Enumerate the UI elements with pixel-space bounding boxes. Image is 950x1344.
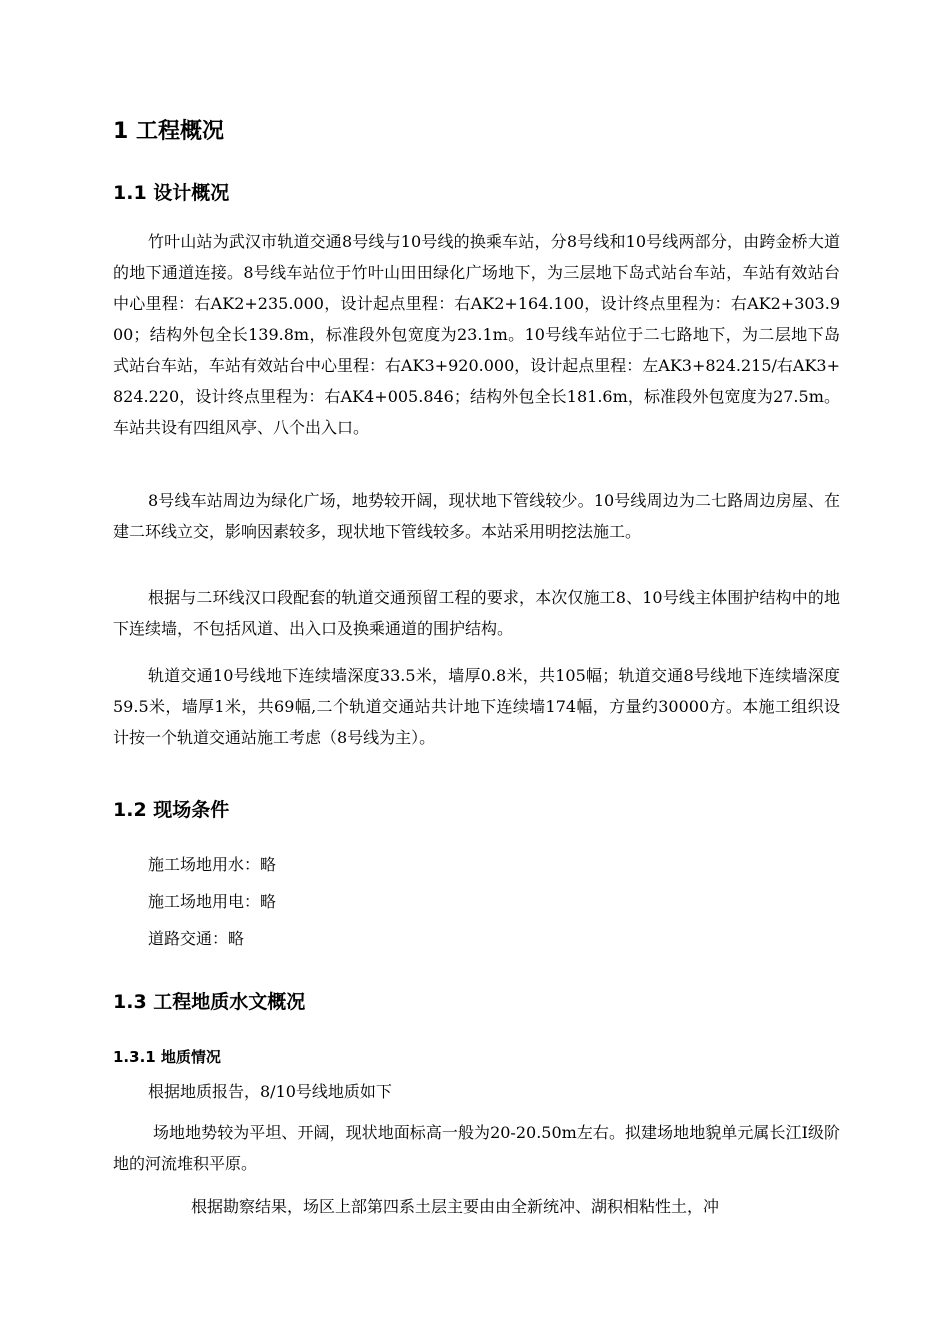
paragraph-design-overview-3: 根据与二环线汉口段配套的轨道交通预留工程的要求，本次仅施工8、10号线主体围护结构中的地下连续墙，不包括风道、出入口及换乘通道的围护结构。 (113, 588, 840, 638)
paragraph-design-overview-4: 轨道交通10号线地下连续墙深度33.5米，墙厚0.8米，共105幅；轨道交通8号线地下连续墙深度59.5米，墙厚1米，共69幅,二个轨道交通站共计地下连续墙174幅，方量约30000方。本施工组织设计按一个轨道交通站施工考虑（8号线为主）。 (113, 666, 840, 747)
site-power-line: 施工场地用电：略 (148, 892, 277, 911)
site-water-line: 施工场地用水：略 (148, 855, 277, 874)
site-traffic-line: 道路交通：略 (148, 929, 245, 948)
paragraph-design-overview-2: 8号线车站周边为绿化广场，地势较开阔，现状地下管线较少。10号线周边为二七路周边房屋、在建二环线立交，影响因素较多，现状地下管线较多。本站采用明挖法施工。 (113, 491, 840, 541)
paragraph-geology-3: 根据勘察结果，场区上部第四系土层主要由由全新统冲、湖积相粘性土，冲 (191, 1197, 720, 1216)
paragraph-geology-2: 场地地势较为平坦、开阔，现状地面标高一般为20-20.50m左右。拟建场地地貌单元属长江Ⅰ级阶地的河流堆积平原。 (113, 1123, 840, 1173)
heading-1-3-1-geology: 1.3.1 地质情况 (113, 1048, 221, 1066)
paragraph-geology-1: 根据地质报告，8/10号线地质如下 (148, 1082, 392, 1101)
heading-1-project-overview: 1 工程概况 (113, 119, 224, 144)
heading-1-2-site-conditions: 1.2 现场条件 (113, 799, 230, 821)
paragraph-design-overview-1: 竹叶山站为武汉市轨道交通8号线与10号线的换乘车站，分8号线和10号线两部分，由跨金桥大道的地下通道连接。8号线车站位于竹叶山田田绿化广场地下，为三层地下岛式站台车站，车站有效站台中心里程：右AK2+235.000，设计起点里程：右AK2+164.100，设计终点里程为：右AK2+303.900；结构外包全长139.8m，标准段外包宽度为23.1m。10号线车站位于二七路地下，为二层地下岛式站台车站，车站有效站台中心里程：右AK3+920.000，设计起点里程：左AK3+824.215/右AK3+824.220，设计终点里程为：右AK4+005.846；结构外包全长181.6m，标准段外包宽度为27.5m。车站共设有四组风亭、八个出入口。 (113, 232, 841, 437)
heading-1-3-geology-hydrology: 1.3 工程地质水文概况 (113, 991, 306, 1013)
heading-1-1-design-overview: 1.1 设计概况 (113, 182, 230, 204)
